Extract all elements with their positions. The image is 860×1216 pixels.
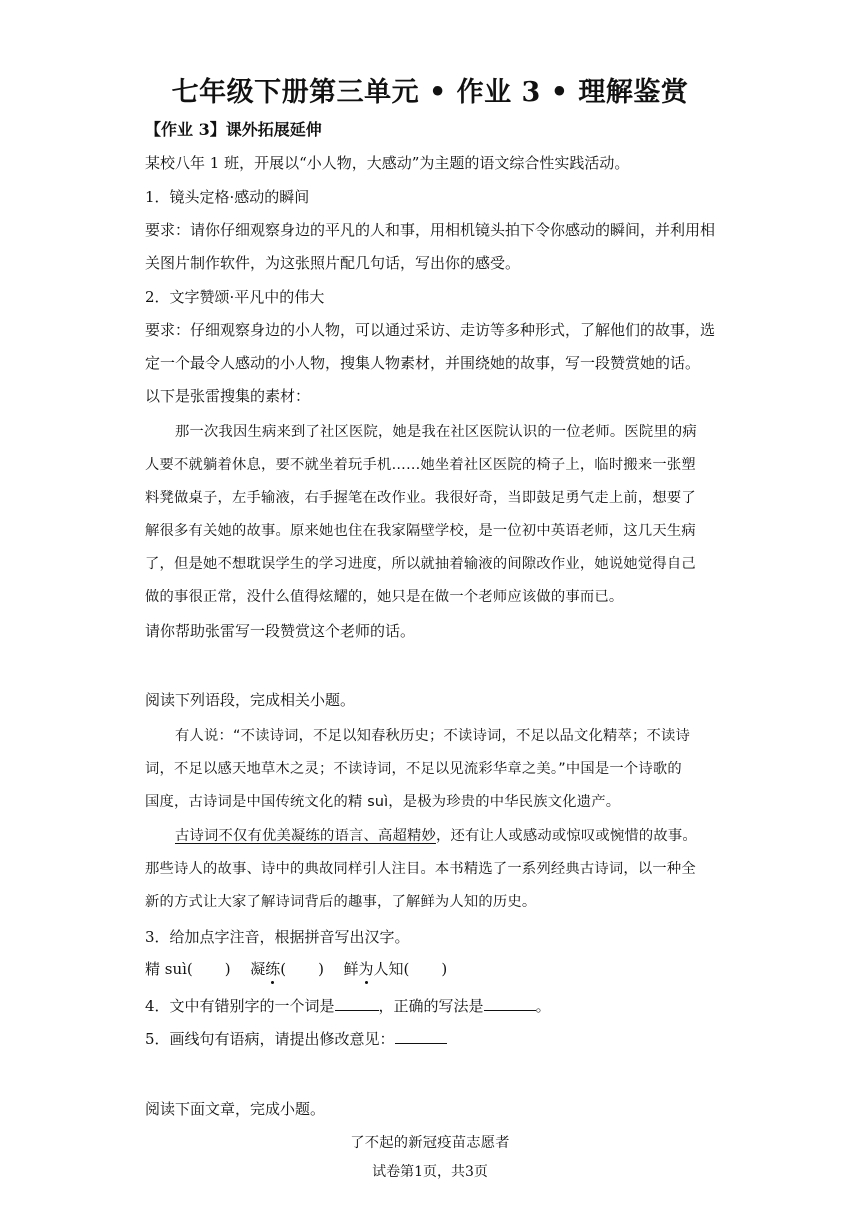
q2-ask: 请你帮助张雷写一段赞赏这个老师的话。 bbox=[145, 622, 416, 640]
section-heading: 【作业 3】课外拓展延伸 bbox=[145, 120, 322, 139]
material-line: 料凳做桌子，左手输液，右手握笔在改作业。我很好奇，当即鼓足勇气走上前，想要了 bbox=[145, 490, 696, 506]
q4-blank-correct-word[interactable] bbox=[484, 996, 536, 1011]
reading1-intro: 阅读下列语段，完成相关小题。 bbox=[145, 691, 356, 709]
q3-item-b: 凝练( bbox=[250, 960, 287, 978]
material-line: 那一次我因生病来到了社区医院，她是我在社区医院认识的一位老师。医院里的病 bbox=[175, 424, 697, 440]
q4-blank-wrong-word[interactable] bbox=[335, 996, 379, 1011]
material-line: 人要不就躺着休息，要不就坐着玩手机……她坐着社区医院的椅子上，临时搬来一张塑 bbox=[145, 457, 696, 473]
dotted-char: 为 bbox=[358, 960, 374, 978]
close-paren: ) bbox=[318, 960, 324, 978]
passage-line: 有人说：“不读诗词，不足以知春秋历史；不读诗词，不足以品文化精萃；不读诗 bbox=[175, 728, 690, 744]
q4-text: 4．文中有错别字的一个词是 bbox=[145, 997, 335, 1015]
q1-requirement-line2: 关图片制作软件，为这张照片配几句话，写出你的感受。 bbox=[145, 254, 521, 272]
q4 bbox=[145, 996, 725, 1016]
q5-blank[interactable] bbox=[395, 1029, 447, 1044]
close-paren: ) bbox=[224, 960, 231, 978]
passage-line: 新的方式让大家了解诗词背后的趣事，了解鲜为人知的历史。 bbox=[145, 894, 537, 910]
material-line: 解很多有关她的故事。原来她也住在我家隔壁学校，是一位初中英语老师，这几天生病 bbox=[145, 523, 696, 539]
passage-text: ，还有让人或感动或惊叹或惋惜的故事。 bbox=[435, 828, 697, 844]
activity-intro: 某校八年 1 班，开展以“小人物，大感动”为主题的语文综合性实践活动。 bbox=[145, 154, 630, 172]
passage-line: 国度，古诗词是中国传统文化的精 suì，是极为珍贵的中华民族文化遗产。 bbox=[145, 794, 621, 810]
q3-title: 3．给加点字注音，根据拼音写出汉字。 bbox=[145, 928, 410, 946]
passage-line: 词，不足以感天地草木之灵；不读诗词，不足以见流彩华章之美。”中国是一个诗歌的 bbox=[145, 761, 682, 777]
q5 bbox=[145, 1029, 725, 1049]
passage-line-underlined bbox=[175, 826, 725, 846]
q2-requirement-line1: 要求：仔细观察身边的小人物，可以通过采访、走访等多种形式，了解他们的故事，选 bbox=[145, 321, 716, 339]
article-title: 了不起的新冠疫苗志愿者 bbox=[350, 1135, 510, 1151]
q3-item-a: 精 suì( bbox=[145, 960, 193, 978]
q3-items bbox=[145, 959, 725, 979]
q4-text-end: 。 bbox=[535, 997, 551, 1015]
passage-line: 那些诗人的故事、诗中的典故同样引人注目。本书精选了一系列经典古诗词，以一种全 bbox=[145, 861, 696, 877]
q2-requirement-line2: 定一个最令人感动的小人物，搜集人物素材，并围绕她的故事，写一段赞赏她的话。 bbox=[145, 354, 701, 372]
material-intro: 以下是张雷搜集的素材： bbox=[145, 387, 311, 405]
q1-requirement-line1: 要求：请你仔细观察身边的平凡的人和事，用相机镜头拍下令你感动的瞬间，并利用相 bbox=[145, 221, 716, 239]
dotted-char: 练 bbox=[265, 960, 281, 978]
reading2-intro: 阅读下面文章，完成小题。 bbox=[145, 1100, 326, 1118]
material-line: 了，但是她不想耽误学生的学习进度，所以就抽着输液的间隙改作业，她说她觉得自己 bbox=[145, 556, 696, 572]
close-paren: ) bbox=[441, 960, 448, 978]
q5-text: 5．画线句有语病，请提出修改意见： bbox=[145, 1030, 395, 1048]
page-footer: 试卷第1页，共3页 bbox=[372, 1164, 488, 1180]
material-line: 做的事很正常，没什么值得炫耀的，她只是在做一个老师应该做的事而已。 bbox=[145, 589, 624, 605]
q3-item-c: 鲜为人知( bbox=[343, 960, 410, 978]
page-title: 七年级下册第三单元 • 作业 3 • 理解鉴赏 bbox=[171, 77, 689, 108]
q4-text-mid: ，正确的写法是 bbox=[378, 997, 484, 1015]
q2-title: 2．文字赞颂·平凡中的伟大 bbox=[145, 288, 325, 306]
q1-title: 1．镜头定格·感动的瞬间 bbox=[145, 188, 310, 206]
underlined-sentence: 古诗词不仅有优美凝练的语言、高超精妙 bbox=[175, 828, 436, 844]
